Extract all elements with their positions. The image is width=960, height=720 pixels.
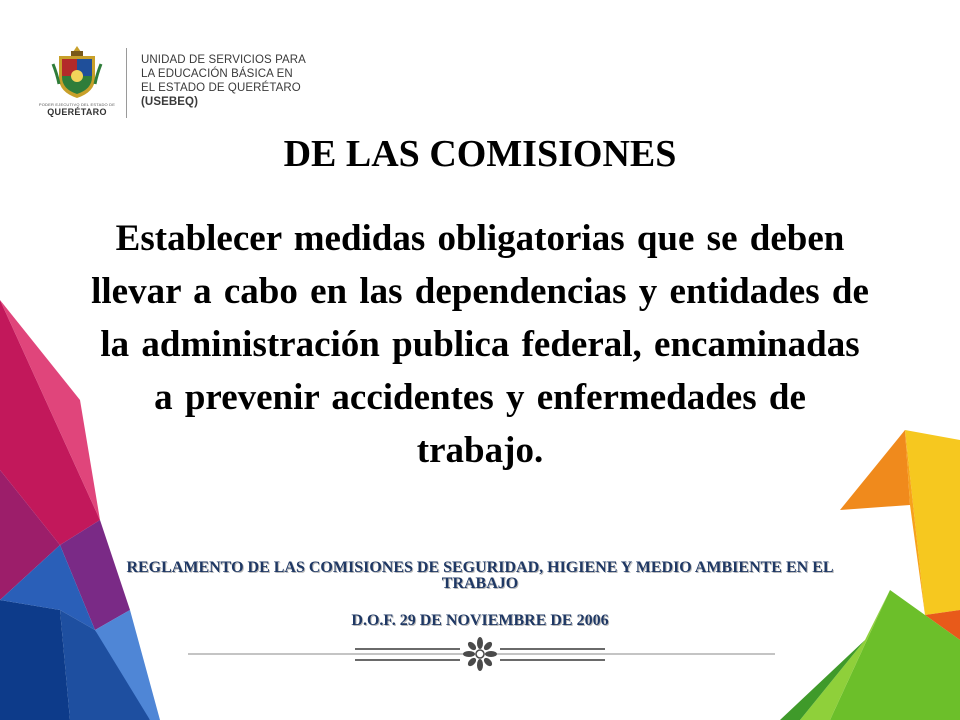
state-seal <box>38 44 116 117</box>
seal-caption: PODER EJECUTIVO DEL ESTADO DE <box>38 102 116 107</box>
dof-date: D.O.F. 29 DE NOVIEMBRE DE 2006 <box>351 612 609 629</box>
organization-name <box>141 44 306 109</box>
slide-title: DE LAS COMISIONES <box>283 133 677 175</box>
regulation-reference: REGLAMENTO DE LAS COMISIONES DE SEGURIDAD, HIGIENE Y MEDIO AMBIENTE EN EL TRABAJO <box>126 559 834 592</box>
header-divider <box>126 48 127 118</box>
header-logo <box>38 44 306 120</box>
org-acronym: (USEBEQ) <box>141 96 199 108</box>
queretaro-coat-of-arms-icon <box>51 44 103 100</box>
org-line-2: LA EDUCACIÓN BÁSICA EN <box>141 68 293 80</box>
seal-state-name: QUERÉTARO <box>47 107 107 117</box>
flourish-ornament-icon <box>180 632 780 672</box>
org-line-1: UNIDAD DE SERVICIOS PARA <box>141 54 306 66</box>
slide-body-text: Establecer medidas obligatorias que se deben llevar a cabo en las dependencias y entidades de la administración publica federal, encaminadas a prevenir accidentes y enfermedades de trabajo. <box>91 218 869 471</box>
org-line-3: EL ESTADO DE QUERÉTARO <box>141 82 301 94</box>
